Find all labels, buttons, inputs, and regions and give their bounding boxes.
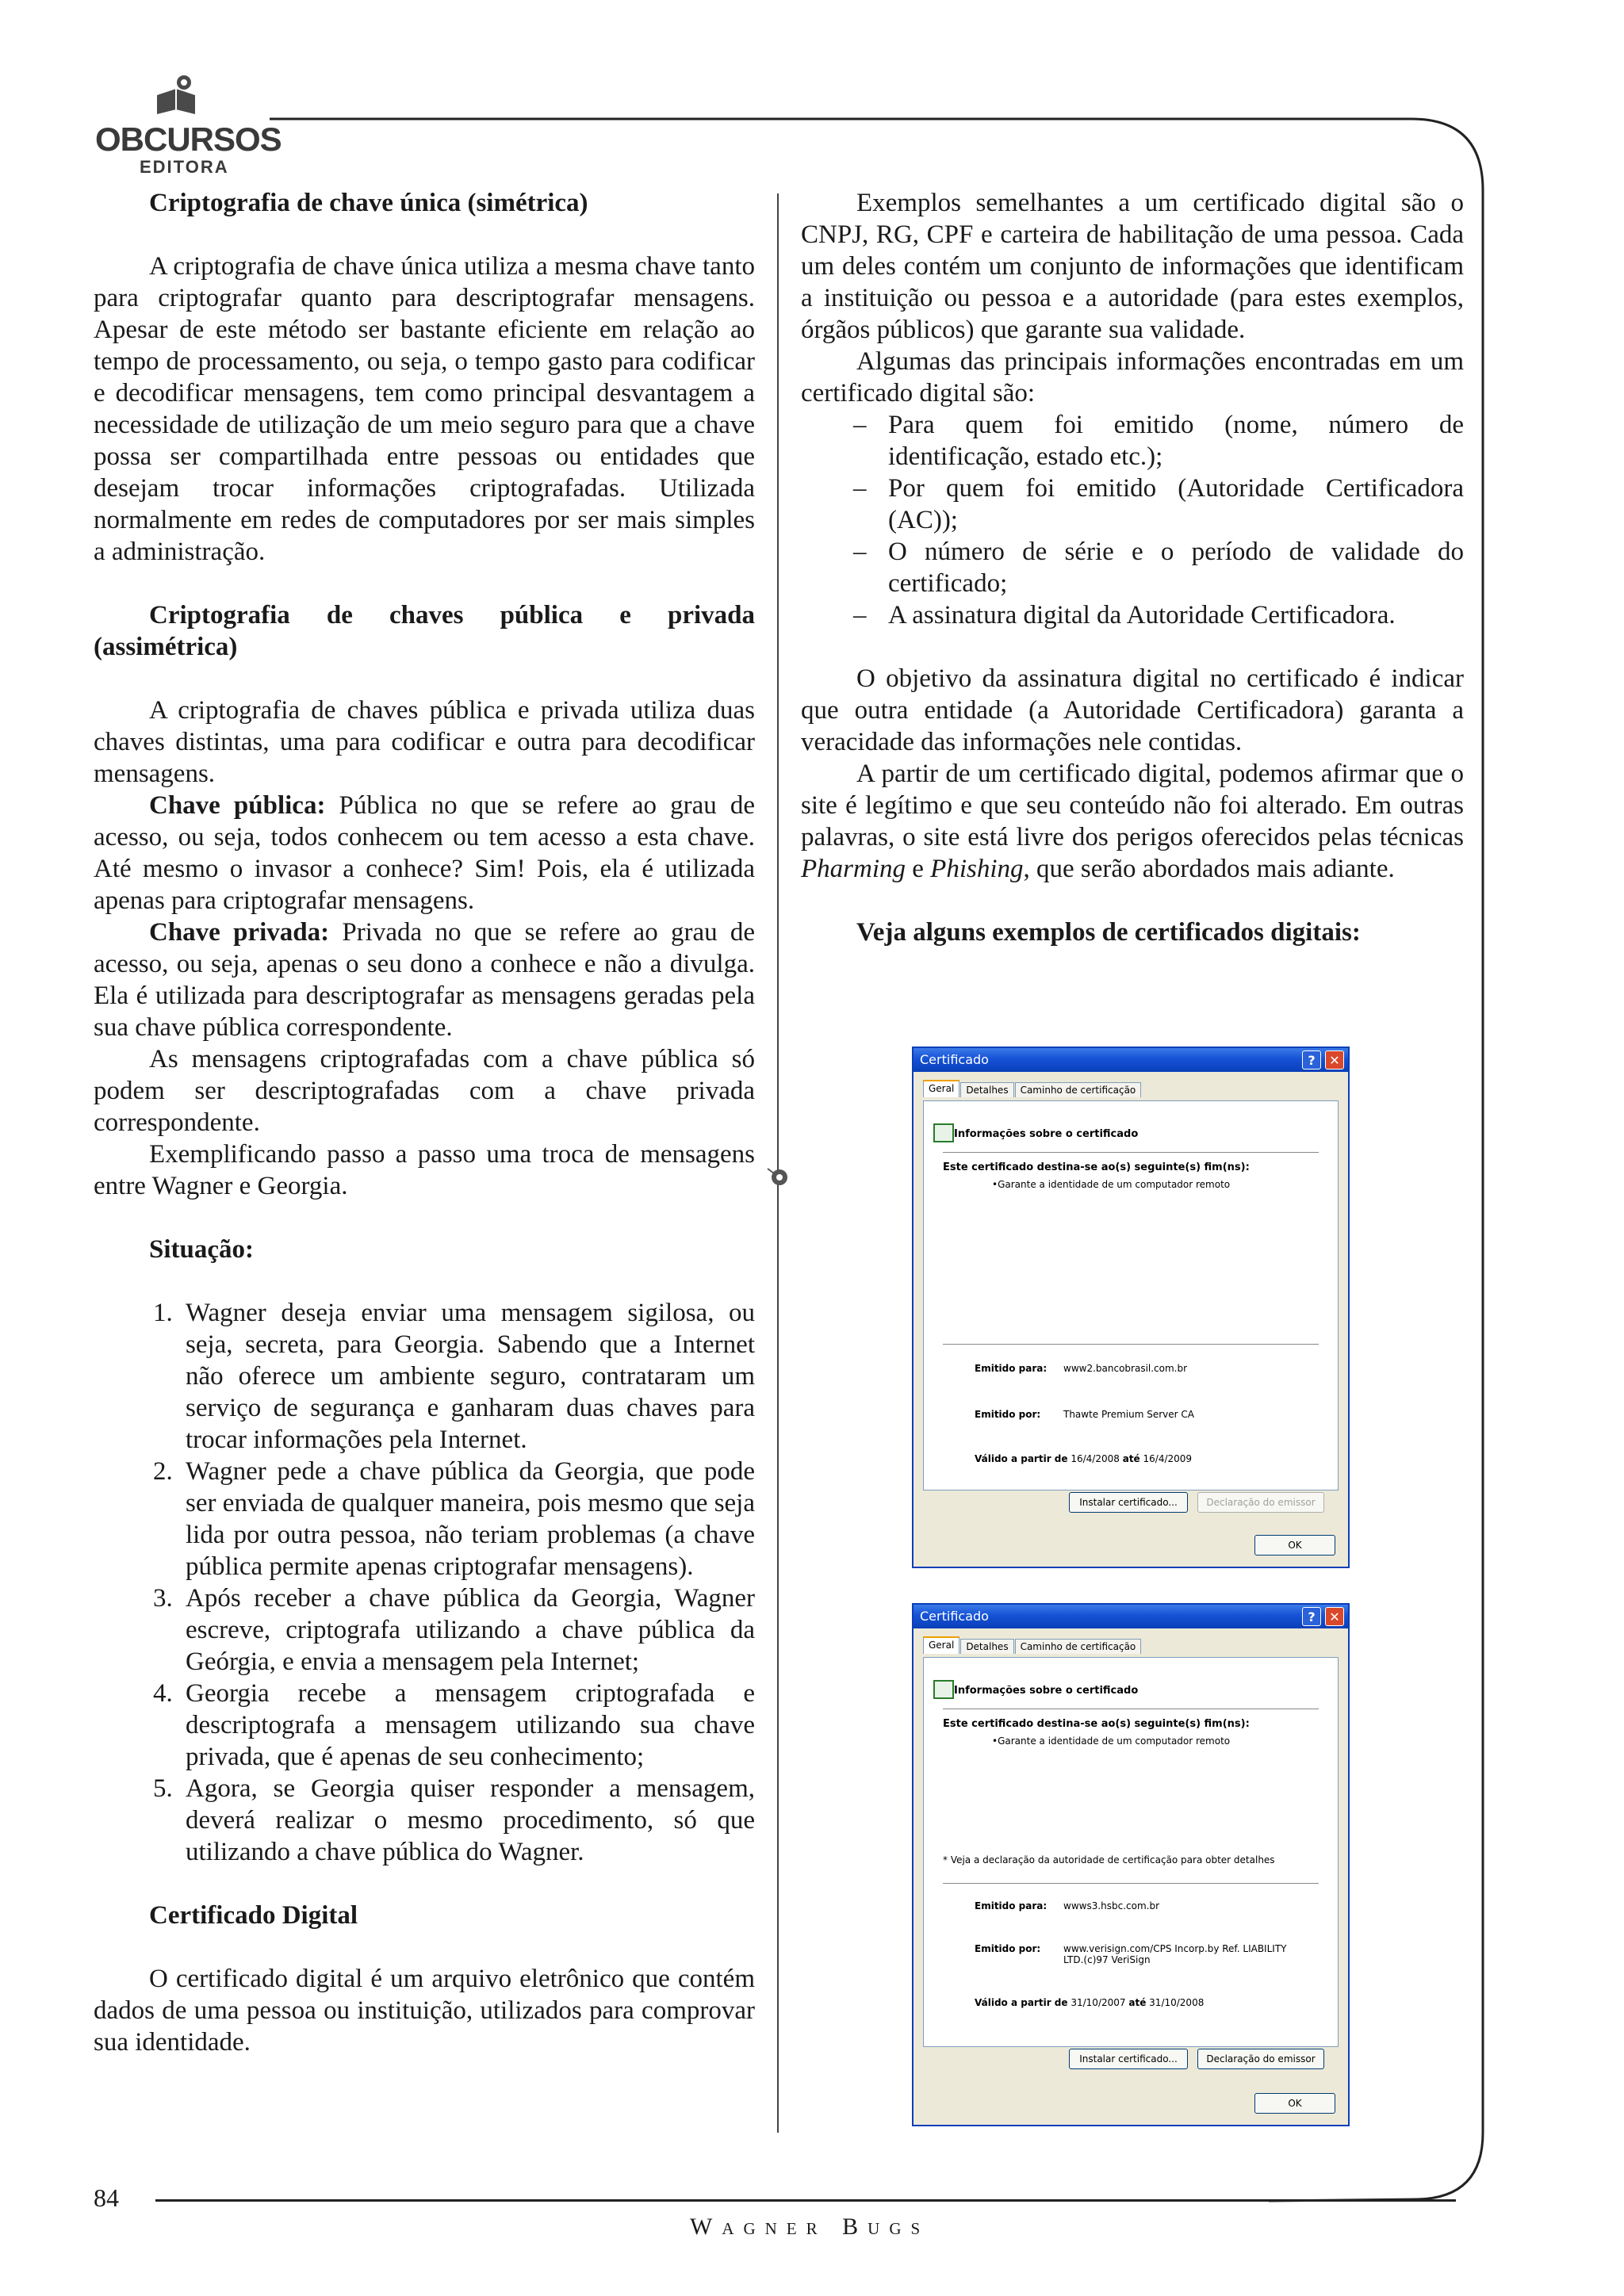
issuer-statement-button[interactable]: Declaração do emissor	[1197, 1492, 1324, 1513]
issued-by-row	[975, 1409, 1194, 1420]
page-number: 84	[94, 2183, 119, 2212]
issuer-note: * Veja a declaração da autoridade de certificação para obter detalhes	[943, 1854, 1275, 1866]
list-item: 3. Após receber a chave pública da Georgia, Wagner escreve, criptografa utilizando a chave pública da Geórgia, e envia a mensagem pela Internet;	[179, 1582, 755, 1678]
info-title: Informações sobre o certificado	[954, 1128, 1139, 1140]
ok-button[interactable]: OK	[1254, 2093, 1335, 2114]
certificate-window-1	[912, 1047, 1350, 1568]
list-item: – Por quem foi emitido (Autoridade Certificadora (AC));	[888, 473, 1464, 536]
certificate-icon	[933, 1123, 954, 1142]
valid-from-label: Válido a partir de	[975, 1997, 1068, 2008]
tab-details[interactable]: Detalhes	[960, 1082, 1013, 1097]
public-key-text: Pública no que se refere ao grau de acesso, ou seja, todos conhecem ou tem acesso a esta chave. Até mesmo o invasor a conhece? Sim! Pois, ela é utilizada apenas para criptografar mensagens.	[94, 791, 755, 915]
tab-certification-path[interactable]: Caminho de certificação	[1015, 1082, 1142, 1097]
valid-to-value: 16/4/2009	[1143, 1453, 1193, 1464]
issued-to-value: wwws3.hsbc.com.br	[1063, 1900, 1160, 1911]
paragraph-similar-examples: Exemplos semelhantes a um certificado digital são o CNPJ, RG, CPF e carteira de habilitação de uma pessoa. Cada um deles contém um conjunto de informações que identificam a instituição ou pessoa e a autoridade (para estes exemplos, órgãos públicos) que garante sua validade.	[801, 189, 1464, 344]
paragraph-public-key	[94, 790, 755, 916]
tab-general[interactable]: Geral	[923, 1080, 959, 1097]
text-span: , que serão abordados mais adiante.	[1023, 855, 1395, 883]
private-key-label: Chave privada:	[149, 918, 330, 947]
certificate-icon	[933, 1680, 954, 1699]
issued-by-row	[975, 1943, 1286, 1965]
term-phishing: Phishing	[930, 855, 1024, 883]
general-panel	[923, 1100, 1339, 1490]
left-column	[94, 187, 755, 2058]
tab-details[interactable]: Detalhes	[960, 1639, 1013, 1654]
issued-to-label: Emitido para:	[975, 1900, 1048, 1911]
issued-by-value	[1063, 1943, 1286, 1965]
until-label: até	[1122, 1453, 1140, 1464]
text-span: A partir de um certificado digital, podemos afirmar que o site é legítimo e que seu conteúdo não foi alterado. Em outras palavras, o site está livre dos perigos oferecidos pelas técnicas	[801, 760, 1464, 851]
general-panel	[923, 1657, 1339, 2047]
heading-digital-certificate: Certificado Digital	[149, 1901, 358, 1930]
install-certificate-button[interactable]: Instalar certificado...	[1069, 1492, 1188, 1513]
paragraph-legitimate-site	[801, 758, 1464, 885]
window-title: Certificado	[920, 1052, 989, 1067]
valid-from-label: Válido a partir de	[975, 1453, 1068, 1464]
tab-certification-path[interactable]: Caminho de certificação	[1015, 1639, 1142, 1654]
text-span: e	[906, 855, 931, 883]
paragraph-main-info: Algumas das principais informações encontradas em um certificado digital são:	[801, 347, 1464, 408]
paragraph-signature-goal: O objetivo da assinatura digital no certificado é indicar que outra entidade (a Autoridade Certificadora) garanta a veracidade das informações nele contidas.	[801, 664, 1464, 756]
purpose-item: •Garante a identidade de um computador remoto	[992, 1735, 1231, 1747]
heading-symmetric: Criptografia de chave única (simétrica)	[149, 189, 588, 217]
issued-by-label: Emitido por:	[975, 1943, 1041, 1954]
logo-wordmark: OBCURSOS	[95, 121, 282, 158]
term-pharming: Pharming	[801, 855, 906, 883]
logo-subtitle: EDITORA	[140, 157, 229, 177]
install-certificate-button[interactable]: Instalar certificado...	[1069, 2049, 1188, 2069]
certificate-window-2	[912, 1603, 1350, 2126]
tab-bar	[923, 1081, 1142, 1099]
list-item: 1. Wagner deseja enviar uma mensagem sigilosa, ou seja, secreta, para Georgia. Sabendo que a Internet não oferece um ambiente seguro, contrataram um serviço de segurança e ganharam duas chaves para trocar informações pela Internet.	[179, 1297, 755, 1456]
paragraph-private-key	[94, 916, 755, 1043]
public-key-label: Chave pública:	[149, 791, 326, 820]
issued-by-value: Thawte Premium Server CA	[1063, 1409, 1194, 1420]
valid-from-value: 31/10/2007	[1071, 1997, 1126, 2008]
book-logo-icon	[152, 71, 200, 119]
certificate-info-list	[801, 409, 1464, 631]
steps-list	[94, 1297, 755, 1868]
list-item: – Para quem foi emitido (nome, número de identificação, estado etc.);	[888, 409, 1464, 473]
divider	[943, 1152, 1319, 1153]
divider	[943, 1883, 1319, 1884]
issuer-statement-button[interactable]: Declaração do emissor	[1197, 2049, 1324, 2069]
help-icon[interactable]: ?	[1302, 1607, 1321, 1626]
heading-situation: Situação:	[149, 1235, 254, 1264]
help-icon[interactable]: ?	[1302, 1050, 1321, 1070]
tab-bar	[923, 1638, 1142, 1655]
valid-to-value: 31/10/2008	[1149, 1997, 1205, 2008]
heading-certificate-examples: Veja alguns exemplos de certificados digitais:	[856, 918, 1361, 947]
purpose-title: Este certificado destina-se ao(s) seguinte(s) fim(ns):	[943, 1161, 1250, 1173]
list-item: 2. Wagner pede a chave pública da Georgia, que pode ser enviada de qualquer maneira, pois mesmo que seja lida por outra pessoa, não teriam problemas (a chave pública permite apenas criptografar mensagens).	[179, 1456, 755, 1582]
validity-row	[975, 1997, 1204, 2008]
publisher-logo	[95, 65, 282, 177]
private-key-text: Privada no que se refere ao grau de acesso, ou seja, apenas o seu dono a conhece e não a divulga. Ela é utilizada para descriptografar as mensagens geradas pela sua chave pública correspondente.	[94, 918, 756, 1042]
paragraph-example: Exemplificando passo a passo uma troca de mensagens entre Wagner e Georgia.	[94, 1140, 755, 1200]
close-icon[interactable]: ✕	[1325, 1050, 1344, 1070]
list-item: 5. Agora, se Georgia quiser responder a mensagem, deverá realizar o mesmo procedimento, só que utilizando a chave pública do Wagner.	[179, 1773, 755, 1868]
issued-to-row	[975, 1363, 1187, 1374]
purpose-title: Este certificado destina-se ao(s) seguinte(s) fim(ns):	[943, 1718, 1250, 1730]
until-label: até	[1128, 1997, 1147, 2008]
paragraph-decrypt: As mensagens criptografadas com a chave pública só podem ser descriptografadas com a chave privada correspondente.	[94, 1045, 755, 1137]
paragraph-symmetric: A criptografia de chave única utiliza a mesma chave tanto para criptografar quanto para descriptografar mensagens. Apesar de este método ser bastante eficiente em relação ao tempo de processamento, ou seja, o tempo gasto para codificar e decodificar mensagens, tem como principal desvantagem a necessidade de utilização de um meio seguro para que a chave possa ser compartilhada entre pessoas ou entidades que desejam trocar informações criptografadas. Utilizada normalmente em redes de computadores por ser mais simples a administração.	[94, 252, 755, 566]
list-item: 4. Georgia recebe a mensagem criptografada e descriptografa a mensagem utilizando sua chave privada, que é apenas de seu conhecimento;	[179, 1678, 755, 1773]
list-item: – O número de série e o período de validade do certificado;	[888, 536, 1464, 599]
tab-general[interactable]: Geral	[923, 1636, 959, 1654]
valid-from-value: 16/4/2008	[1071, 1453, 1120, 1464]
heading-asymmetric: Criptografia de chaves pública e privada (assimétrica)	[94, 601, 755, 661]
window-titlebar	[914, 1605, 1348, 1628]
author-name: Wagner Bugs	[690, 2214, 930, 2240]
right-column	[801, 187, 1464, 948]
issued-to-label: Emitido para:	[975, 1363, 1048, 1374]
issued-by-label: Emitido por:	[975, 1409, 1041, 1420]
info-title: Informações sobre o certificado	[954, 1685, 1139, 1697]
window-titlebar	[914, 1048, 1348, 1072]
paragraph-certificate: O certificado digital é um arquivo eletrônico que contém dados de uma pessoa ou instituição, utilizados para comprovar sua identidade.	[94, 1965, 755, 2057]
issued-by-line: LTD.(c)97 VeriSign	[1063, 1954, 1151, 1965]
paragraph-asymmetric: A criptografia de chaves pública e privada utiliza duas chaves distintas, uma para codificar e outra para decodificar mensagens.	[94, 696, 755, 788]
window-title: Certificado	[920, 1609, 989, 1624]
ok-button[interactable]: OK	[1254, 1535, 1335, 1556]
purpose-item: •Garante a identidade de um computador remoto	[992, 1179, 1231, 1190]
footer-rule	[155, 2199, 1456, 2202]
validity-row	[975, 1453, 1192, 1464]
list-item: – A assinatura digital da Autoridade Certificadora.	[888, 599, 1464, 631]
registration-mark-icon	[766, 1164, 790, 1188]
issued-to-value: www2.bancobrasil.com.br	[1063, 1363, 1188, 1374]
issued-to-row	[975, 1900, 1159, 1911]
issued-by-line: www.verisign.com/CPS Incorp.by Ref. LIABILITY	[1063, 1943, 1287, 1954]
close-icon[interactable]: ✕	[1325, 1607, 1344, 1626]
divider	[943, 1344, 1319, 1345]
column-divider	[777, 193, 779, 2133]
